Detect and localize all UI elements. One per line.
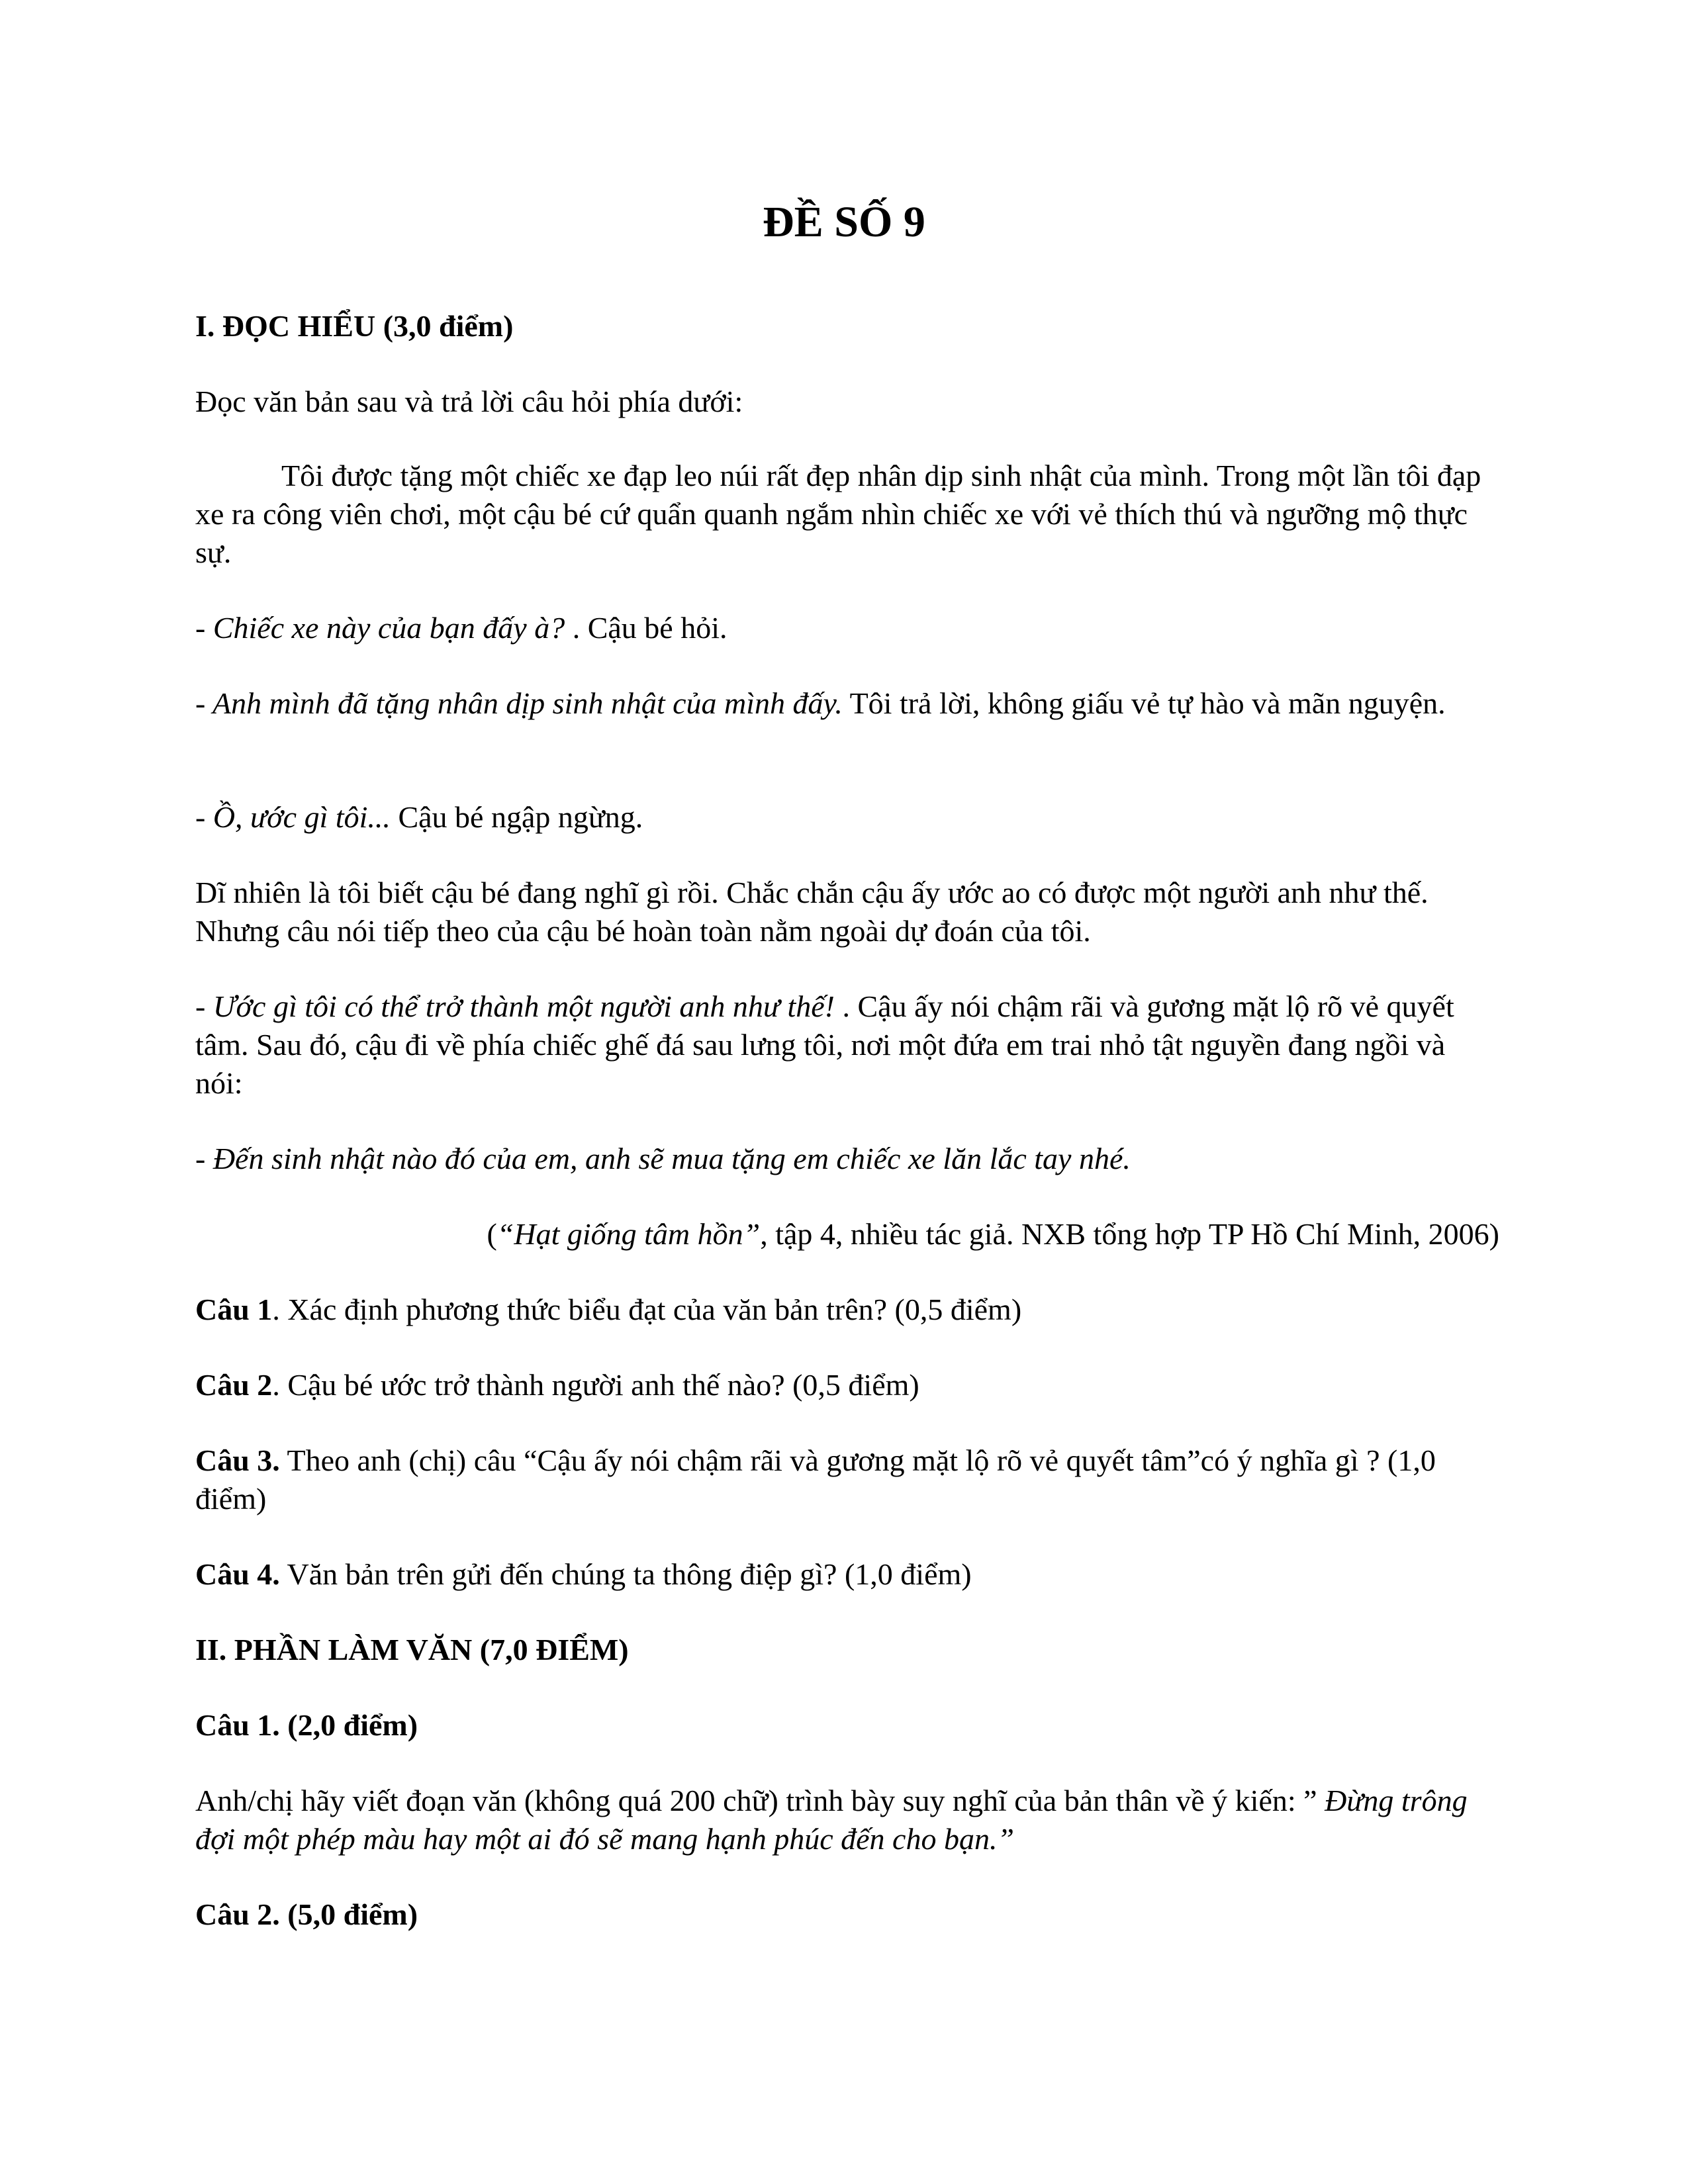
dialogue-tag: Cậu bé ngập ngừng. — [390, 800, 643, 834]
question-label: Câu 1 — [195, 1293, 273, 1326]
source-open: ( — [487, 1217, 497, 1251]
question-label: Câu 3. — [195, 1443, 280, 1477]
writing-question-1-heading: Câu 1. (2,0 điểm) — [195, 1708, 418, 1742]
question-label: Câu 2 — [195, 1368, 273, 1402]
section-1-heading: I. ĐỌC HIỂU (3,0 điểm) — [195, 309, 514, 343]
writing-question-1-prompt — [195, 1782, 1499, 1858]
dialogue-tag: Tôi trả lời, không giấu vẻ tự hào và mãn nguyện. — [842, 686, 1446, 720]
section-2-heading: II. PHẦN LÀM VĂN (7,0 ĐIỂM) — [195, 1633, 629, 1666]
question-text: . Xác định phương thức biểu đạt của văn bản trên? (0,5 điểm) — [272, 1293, 1022, 1326]
question-text: Văn bản trên gửi đến chúng ta thông điệp gì? (1,0 điểm) — [279, 1557, 972, 1591]
passage-paragraph-1: Tôi được tặng một chiếc xe đạp leo núi rất đẹp nhân dịp sinh nhật của mình. Trong một lần tôi đạp xe ra công viên chơi, một cậu bé cứ quẩn quanh ngắm nhìn chiếc xe với vẻ thích thú và ngưỡng mộ thực sự. — [195, 459, 1481, 569]
dialogue-speech: - Chiếc xe này của bạn đấy à? — [195, 611, 565, 645]
dialogue-tag: . Cậu bé hỏi. — [565, 611, 727, 645]
dialogue-tag: . Cậu ấy nói chậm rãi và gương mặt lộ rõ vẻ quyết tâm. Sau đó, cậu đi về phía chiếc ghế đá sau lưng tôi, nơi một đứa em trai nhỏ tật nguyền đang ngồi và nói: — [195, 989, 1454, 1100]
prompt-quote: Đừng trông đợi một phép màu hay một ai đó sẽ mang hạnh phúc đến cho bạn.” — [195, 1784, 1468, 1856]
dialogue-line-1 — [195, 609, 1499, 647]
passage-source — [195, 1215, 1499, 1253]
dialogue-speech: - Ồ, ước gì tôi... — [195, 800, 391, 834]
question-4 — [195, 1555, 1499, 1594]
question-2 — [195, 1366, 1499, 1404]
dialogue-line-5: - Đến sinh nhật nào đó của em, anh sẽ mua tặng em chiếc xe lăn lắc tay nhé. — [195, 1142, 1131, 1175]
source-rest: , tập 4, nhiều tác giả. NXB tổng hợp TP Hồ Chí Minh, 2006) — [760, 1217, 1499, 1251]
dialogue-speech: - Ước gì tôi có thể trở thành một người anh như thế! — [195, 989, 835, 1023]
question-text: Theo anh (chị) câu “Cậu ấy nói chậm rãi và gương mặt lộ rõ vẻ quyết tâm”có ý nghĩa gì ? (1,0 điểm) — [195, 1443, 1436, 1516]
question-label: Câu 4. — [195, 1557, 280, 1591]
question-3 — [195, 1441, 1499, 1518]
exam-title: ĐỀ SỐ 9 — [763, 198, 925, 246]
reading-instruction: Đọc văn bản sau và trả lời câu hỏi phía dưới: — [195, 385, 743, 418]
writing-question-2-heading: Câu 2. (5,0 điểm) — [195, 1897, 418, 1931]
passage-paragraph-2: Dĩ nhiên là tôi biết cậu bé đang nghĩ gì rồi. Chắc chắn cậu ấy ước ao có được một người anh như thế. Nhưng câu nói tiếp theo của cậu bé hoàn toàn nằm ngoài dự đoán của tôi. — [195, 876, 1429, 948]
dialogue-line-3 — [195, 798, 1499, 837]
dialogue-line-4 — [195, 987, 1499, 1103]
question-text: . Cậu bé ước trở thành người anh thế nào? (0,5 điểm) — [272, 1368, 919, 1402]
source-title: “Hạt giống tâm hồn” — [496, 1217, 761, 1251]
dialogue-line-2 — [195, 684, 1499, 723]
question-1 — [195, 1291, 1499, 1329]
dialogue-speech: - Anh mình đã tặng nhân dịp sinh nhật của mình đấy. — [195, 686, 843, 720]
prompt-text: Anh/chị hãy viết đoạn văn (không quá 200 chữ) trình bày suy nghĩ của bản thân về ý kiến: ” — [195, 1784, 1317, 1817]
